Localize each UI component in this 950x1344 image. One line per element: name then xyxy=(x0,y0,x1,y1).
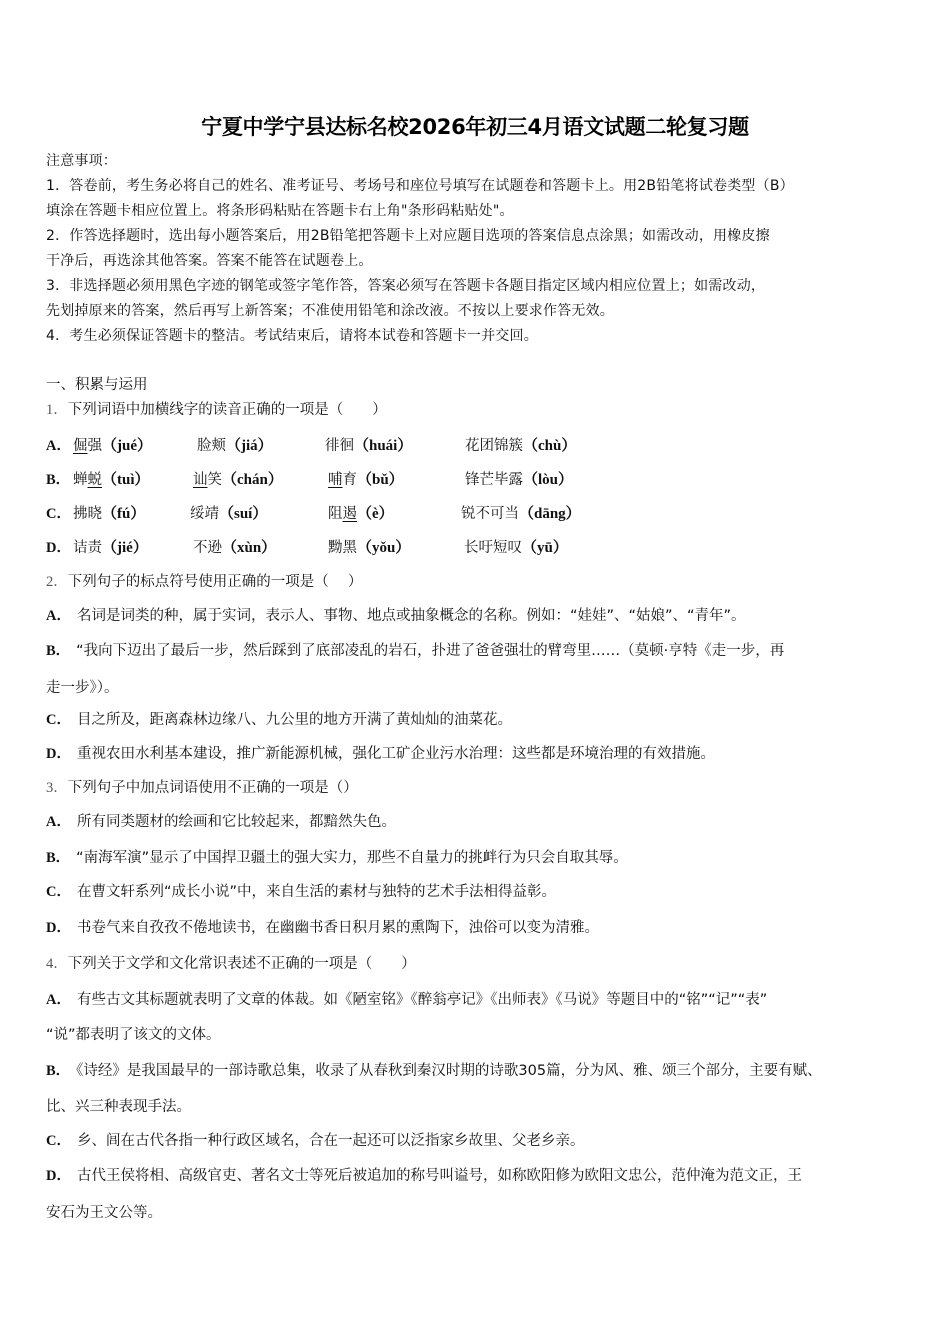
pinyin: （dāng） xyxy=(519,506,581,522)
pinyin: （jiá） xyxy=(226,438,273,454)
page-title: 宁夏中学宁县达标名校2026年初三4月语文试题二轮复习题 xyxy=(201,115,749,139)
notice-line: 填涂在答题卡相应位置上。将条形码粘贴在答题卡右上角"条形码粘贴处"。 xyxy=(46,203,514,219)
question-3-stem xyxy=(46,778,358,798)
word-item: 哺育（bǔ） xyxy=(328,472,404,488)
question-4-option-d: D． 古代王侯将相、高级官吏、著名文士等死后被追加的称号叫谥号，如称欧阳修为欧阳文忠公，范仲淹为范文正，王 xyxy=(46,1168,802,1184)
question-1-option-b xyxy=(46,470,76,490)
question-4-option-a-cont: “说”都表明了该文的文体。 xyxy=(46,1027,221,1043)
question-4-option-b: B． 《诗经》是我国最早的一部诗歌总集，收录了从春秋到秦汉时期的诗歌305篇，分为风、雅、颂三个部分，主要有赋、 xyxy=(46,1063,822,1079)
word-item: 蝉蜕（tuì） xyxy=(73,472,150,488)
question-4-option-c: C． 乡、闾在古代各指一种行政区域名，合在一起还可以泛指家乡故里、父老乡亲。 xyxy=(46,1133,585,1149)
option-label: D． xyxy=(46,540,71,556)
question-4-stem xyxy=(46,954,416,974)
question-3-option-c: C． 在曹文轩系列“成长小说”中，来自生活的素材与独特的艺术手法相得益彰。 xyxy=(46,884,557,900)
notice-line: 干净后，再选涂其他答案。答案不能答在试题卷上。 xyxy=(46,253,373,269)
notice-heading: 注意事项： xyxy=(46,153,117,169)
question-2-option-a: A． 名词是词类的种，属于实词，表示人、事物、地点或抽象概念的名称。例如：“娃娃”、“姑娘”、“青年”。 xyxy=(46,608,746,624)
word-item: 诘责（jié） xyxy=(73,540,148,556)
question-3-option-b: B． “南海军演”显示了中国捍卫疆土的强大实力，那些不自量力的挑衅行为只会自取其辱。 xyxy=(46,850,628,866)
word-item: 锋芒毕露（lòu） xyxy=(465,472,574,488)
pinyin: （jié） xyxy=(102,540,148,556)
word-item: 花团锦簇（chù） xyxy=(465,438,577,454)
notice-line: 3．非选择题必须用黑色字迹的钢笔或签字笔作答，答案必须写在答题卡各题目指定区域内相应位置上；如需改动， xyxy=(46,278,766,294)
question-text: 下列关于文学和文化常识表述不正确的一项是（ ） xyxy=(67,956,416,972)
word-item: 徘徊（huái） xyxy=(325,438,413,454)
option-label: A． xyxy=(46,438,71,454)
word-item: 讪笑（chán） xyxy=(193,472,283,488)
notice-line: 4．考生必须保证答题卡的整洁。考试结束后，请将本试卷和答题卡一并交回。 xyxy=(46,328,538,344)
underlined-char: 蜕 xyxy=(87,472,102,488)
question-2-option-d: D． 重视农田水利基本建设，推广新能源机械，强化工矿企业污水治理：这些都是环境治理的有效措施。 xyxy=(46,746,715,762)
pinyin: （fú） xyxy=(102,506,146,522)
pinyin: （lòu） xyxy=(523,472,574,488)
question-2-option-c: C． 目之所及，距离森林边缘八、九公里的地方开满了黄灿灿的油菜花。 xyxy=(46,712,512,728)
question-2-option-b: B． “我向下迈出了最后一步，然后踩到了底部凌乱的岩石，扑进了爸爸强壮的臂弯里……（莫顿·亨特《走一步，再 xyxy=(46,643,785,659)
word-item: 倔强（jué） xyxy=(73,438,152,454)
pinyin: （xùn） xyxy=(222,540,277,556)
word-item: 拂晓（fú） xyxy=(73,506,146,522)
notice-line: 2．作答选择题时，选出每小题答案后，用2B铅笔把答题卡上对应题目选项的答案信息点涂黑；如需改动，用橡皮擦 xyxy=(46,228,770,244)
question-4-option-a: A． 有些古文其标题就表明了文章的体裁。如《陋室铭》《醉翁亭记》《出师表》《马说》等题目中的“铭”“记”“表” xyxy=(46,992,768,1008)
word-item: 长吁短叹（yū） xyxy=(464,540,568,556)
question-1-stem xyxy=(46,400,387,420)
pinyin: （bǔ） xyxy=(357,472,404,488)
pinyin: （chán） xyxy=(222,472,283,488)
question-3-option-d: D． 书卷气来自孜孜不倦地读书，在幽幽书香日积月累的熏陶下，浊俗可以变为清雅。 xyxy=(46,920,599,936)
word-item: 阻遏（è） xyxy=(328,506,394,522)
notice-line: 先划掉原来的答案，然后再写上新答案；不准使用铅笔和涂改液。不按以上要求作答无效。 xyxy=(46,303,614,319)
word-item: 锐不可当（dāng） xyxy=(461,506,581,522)
question-text: 下列句子的标点符号使用正确的一项是（ ） xyxy=(67,574,363,590)
pinyin: （tuì） xyxy=(102,472,150,488)
question-2-option-b-cont: 走一步》）。 xyxy=(46,680,119,696)
underlined-char: 倔 xyxy=(73,438,88,454)
pinyin: （chù） xyxy=(523,438,577,454)
question-4-option-d-cont: 安石为王文公等。 xyxy=(46,1205,162,1221)
question-2-stem xyxy=(46,572,362,592)
question-3-option-a: A． 所有同类题材的绘画和它比较起来，都黯然失色。 xyxy=(46,814,396,830)
question-number: 3． xyxy=(46,780,68,796)
pinyin: （yǒu） xyxy=(357,540,411,556)
question-number: 4． xyxy=(46,956,68,972)
question-4-option-b-cont: 比、兴三种表现手法。 xyxy=(46,1099,191,1115)
pinyin: （huái） xyxy=(354,438,413,454)
underlined-char: 遏 xyxy=(342,506,357,522)
question-text: 下列词语中加横线字的读音正确的一项是（ ） xyxy=(67,402,387,418)
word-item: 黝黑（yǒu） xyxy=(328,540,411,556)
option-label: B． xyxy=(46,472,71,488)
word-item: 不逊（xùn） xyxy=(193,540,277,556)
pinyin: （è） xyxy=(357,506,394,522)
question-text: 下列句子中加点词语使用不正确的一项是（） xyxy=(67,780,358,796)
question-number: 1． xyxy=(46,402,68,418)
word-item: 绥靖（suí） xyxy=(190,506,268,522)
pinyin: （yū） xyxy=(522,540,568,556)
underlined-char: 讪 xyxy=(193,472,208,488)
notice-line: 1．答卷前，考生务必将自己的姓名、准考证号、考场号和座位号填写在试题卷和答题卡上。用2B铅笔将试卷类型（B） xyxy=(46,178,794,194)
section-heading: 一、积累与运用 xyxy=(46,377,148,393)
pinyin: （suí） xyxy=(219,506,268,522)
question-number: 2． xyxy=(46,574,68,590)
underlined-char: 哺 xyxy=(328,472,343,488)
option-label: C． xyxy=(46,506,71,522)
word-item: 脸颊（jiá） xyxy=(197,438,273,454)
pinyin: （jué） xyxy=(102,438,152,454)
